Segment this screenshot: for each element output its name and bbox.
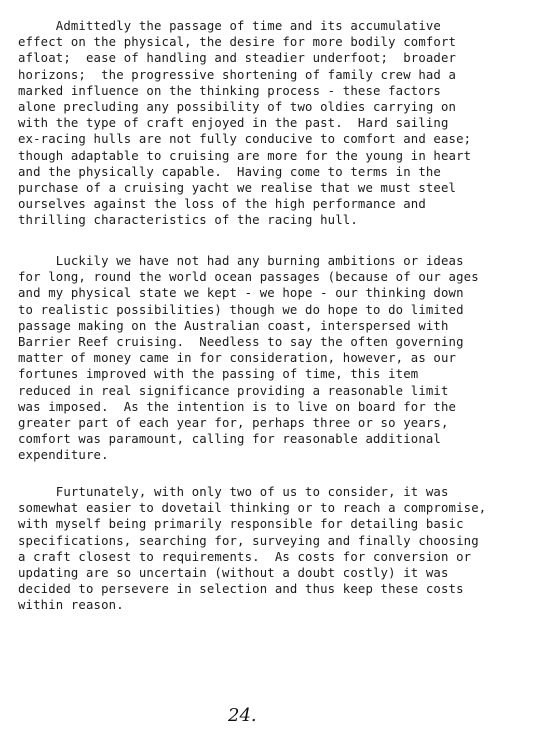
text-line: and the physically capable. Having come to terms in the <box>18 164 441 179</box>
text-line: alone precluding any possibility of two oldies carrying on <box>18 99 457 114</box>
paragraph-1 <box>18 18 530 228</box>
text-line: Admittedly the passage of time and its accumulative <box>18 19 441 33</box>
page-number: 24. <box>228 705 257 726</box>
text-line: comfort was paramount, calling for reasonable additional <box>18 432 441 447</box>
text-line: matter of money came in for consideration, however, as our <box>18 351 457 366</box>
text-line: expenditure. <box>18 448 109 463</box>
text-line: greater part of each year for, perhaps three or so years, <box>18 415 449 430</box>
text-line: horizons; the progressive shortening of family crew had a <box>18 67 457 82</box>
text-line: specifications, searching for, surveying and finally choosing <box>18 533 479 548</box>
text-line: though adaptable to cruising are more for the young in heart <box>18 148 472 163</box>
text-line: thrilling characteristics of the racing hull. <box>18 213 358 228</box>
text-line: fortunes improved with the passing of time, this item <box>18 367 419 382</box>
text-line: Furtunately, with only two of us to consider, it was <box>18 485 449 499</box>
text-line: within reason. <box>18 598 124 613</box>
text-line: to realistic possibilities) though we do hope to do limited <box>18 302 464 317</box>
text-line: purchase of a cruising yacht we realise that we must steel <box>18 180 457 195</box>
text-line: reduced in real significance providing a reasonable limit <box>18 383 449 398</box>
text-line: and my physical state we kept - we hope - our thinking down <box>18 286 464 301</box>
text-line: somewhat easier to dovetail thinking or to reach a compromise, <box>18 501 487 516</box>
text-line: afloat; ease of handling and steadier underfoot; broader <box>18 51 457 66</box>
text-line: Barrier Reef cruising. Needless to say the often governing <box>18 334 464 349</box>
text-line: marked influence on the thinking process - these factors <box>18 83 441 98</box>
text-line: was imposed. As the intention is to live on board for the <box>18 399 457 414</box>
text-line: for long, round the world ocean passages (because of our ages <box>18 270 479 285</box>
text-line: passage making on the Australian coast, interspersed with <box>18 318 449 333</box>
paragraph-3 <box>18 484 530 614</box>
text-line: ex-racing hulls are not fully conducive to comfort and ease; <box>18 132 472 147</box>
paragraph-2 <box>18 253 530 463</box>
text-line: updating are so uncertain (without a doubt costly) it was <box>18 565 449 580</box>
text-line: Luckily we have not had any burning ambitions or ideas <box>18 254 464 268</box>
text-line: decided to persevere in selection and thus keep these costs <box>18 582 464 597</box>
text-line: a craft closest to requirements. As costs for conversion or <box>18 549 472 564</box>
text-line: ourselves against the loss of the high performance and <box>18 197 426 212</box>
text-line: effect on the physical, the desire for more bodily comfort <box>18 35 457 50</box>
text-line: with myself being primarily responsible for detailing basic <box>18 517 464 532</box>
text-line: with the type of craft enjoyed in the past. Hard sailing <box>18 116 449 131</box>
